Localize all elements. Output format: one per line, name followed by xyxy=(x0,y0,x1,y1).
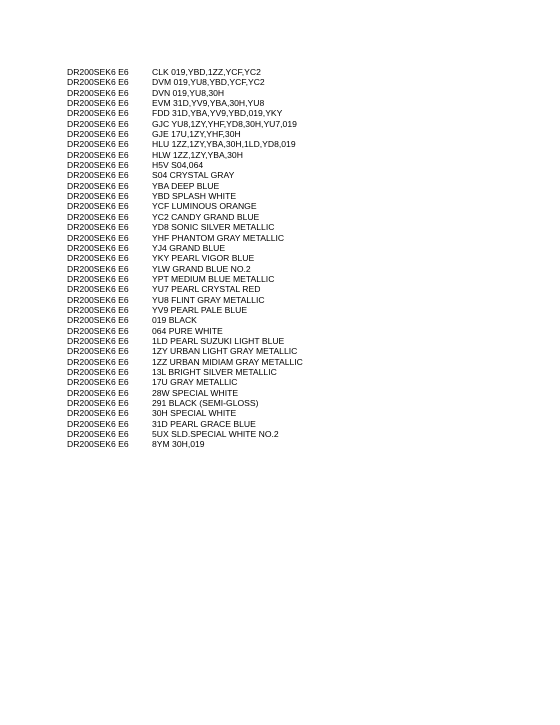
model-code: DR200SEK6 E6 xyxy=(67,284,129,295)
model-code: DR200SEK6 E6 xyxy=(67,315,129,326)
model-code: DR200SEK6 E6 xyxy=(67,294,129,305)
model-code: DR200SEK6 E6 xyxy=(67,356,129,367)
list-item xyxy=(67,346,303,356)
color-description: 30H SPECIAL WHITE xyxy=(152,408,237,419)
color-description: GJC YU8,1ZY,YHF,YD8,30H,YU7,019 xyxy=(152,118,297,129)
model-code: DR200SEK6 E6 xyxy=(67,149,129,160)
list-item xyxy=(67,160,303,170)
color-description: YLW GRAND BLUE NO.2 xyxy=(152,263,251,274)
model-code: DR200SEK6 E6 xyxy=(67,108,129,119)
list-item xyxy=(67,233,303,243)
model-code: DR200SEK6 E6 xyxy=(67,439,129,450)
list-item xyxy=(67,139,303,149)
list-item xyxy=(67,398,303,408)
list-item xyxy=(67,367,303,377)
color-description: 019 BLACK xyxy=(152,315,197,326)
color-description: 28W SPECIAL WHITE xyxy=(152,387,239,398)
list-item xyxy=(67,88,303,98)
list-item xyxy=(67,222,303,232)
list-item xyxy=(67,77,303,87)
color-description: 1ZY URBAN LIGHT GRAY METALLIC xyxy=(152,346,298,357)
color-description: YU8 FLINT GRAY METALLIC xyxy=(152,294,265,305)
color-description: DVN 019,YU8,30H xyxy=(152,87,225,98)
color-description: FDD 31D,YBA,YV9,YBD,019,YKY xyxy=(152,108,283,119)
list-item xyxy=(67,388,303,398)
color-description: YU7 PEARL CRYSTAL RED xyxy=(152,284,261,295)
color-description: EVM 31D,YV9,YBA,30H,YU8 xyxy=(152,98,265,109)
list-item xyxy=(67,315,303,325)
list-item xyxy=(67,274,303,284)
model-code: DR200SEK6 E6 xyxy=(67,77,129,88)
list-item xyxy=(67,67,303,77)
model-code: DR200SEK6 E6 xyxy=(67,67,129,77)
color-description: YKY PEARL VIGOR BLUE xyxy=(152,253,255,264)
model-code: DR200SEK6 E6 xyxy=(67,377,129,388)
model-code: DR200SEK6 E6 xyxy=(67,418,129,429)
model-code: DR200SEK6 E6 xyxy=(67,304,129,315)
model-code: DR200SEK6 E6 xyxy=(67,118,129,129)
color-description: 13L BRIGHT SILVER METALLIC xyxy=(152,366,277,377)
model-code: DR200SEK6 E6 xyxy=(67,87,129,98)
color-description: YBA DEEP BLUE xyxy=(152,180,220,191)
model-code: DR200SEK6 E6 xyxy=(67,139,129,150)
color-description: S04 CRYSTAL GRAY xyxy=(152,170,235,181)
model-code: DR200SEK6 E6 xyxy=(67,387,129,398)
color-description: YD8 SONIC SILVER METALLIC xyxy=(152,222,275,233)
model-code: DR200SEK6 E6 xyxy=(67,335,129,346)
list-item xyxy=(67,429,303,439)
model-code: DR200SEK6 E6 xyxy=(67,429,129,440)
color-description: 1LD PEARL SUZUKI LIGHT BLUE xyxy=(152,335,285,346)
model-code: DR200SEK6 E6 xyxy=(67,191,129,202)
model-code: DR200SEK6 E6 xyxy=(67,366,129,377)
color-description: 291 BLACK (SEMI-GLOSS) xyxy=(152,398,259,408)
color-description: 8YM 30H,019 xyxy=(152,439,205,450)
list-item xyxy=(67,305,303,315)
list-item xyxy=(67,98,303,108)
color-description: 31D PEARL GRACE BLUE xyxy=(152,418,256,429)
color-description: GJE 17U,1ZY,YHF,30H xyxy=(152,129,241,140)
color-description: YHF PHANTOM GRAY METALLIC xyxy=(152,232,285,243)
list-item xyxy=(67,181,303,191)
model-code: DR200SEK6 E6 xyxy=(67,253,129,264)
list-item xyxy=(67,108,303,118)
model-code: DR200SEK6 E6 xyxy=(67,273,129,284)
color-description: DVM 019,YU8,YBD,YCF,YC2 xyxy=(152,77,265,88)
list-item xyxy=(67,150,303,160)
list-item xyxy=(67,243,303,253)
list-item xyxy=(67,336,303,346)
list-item xyxy=(67,129,303,139)
list-item xyxy=(67,439,303,449)
list-item xyxy=(67,253,303,263)
list-item xyxy=(67,408,303,418)
list-item xyxy=(67,201,303,211)
color-description: 17U GRAY METALLIC xyxy=(152,377,238,388)
color-description: YCF LUMINOUS ORANGE xyxy=(152,201,257,212)
model-code: DR200SEK6 E6 xyxy=(67,211,129,222)
model-code: DR200SEK6 E6 xyxy=(67,129,129,140)
color-description: 1ZZ URBAN MIDIAM GRAY METALLIC xyxy=(152,356,303,367)
color-description: YPT MEDIUM BLUE METALLIC xyxy=(152,273,275,284)
color-description: 064 PURE WHITE xyxy=(152,325,223,336)
color-description: YBD SPLASH WHITE xyxy=(152,191,237,202)
model-code: DR200SEK6 E6 xyxy=(67,201,129,212)
color-description: H5V S04,064 xyxy=(152,160,204,171)
model-code: DR200SEK6 E6 xyxy=(67,346,129,357)
list-item xyxy=(67,212,303,222)
model-code: DR200SEK6 E6 xyxy=(67,325,129,336)
model-code: DR200SEK6 E6 xyxy=(67,170,129,181)
model-code: DR200SEK6 E6 xyxy=(67,242,129,253)
color-description: HLW 1ZZ,1ZY,YBA,30H xyxy=(152,149,243,160)
model-code: DR200SEK6 E6 xyxy=(67,160,129,171)
model-code: DR200SEK6 E6 xyxy=(67,180,129,191)
color-description: HLU 1ZZ,1ZY,YBA,30H,1LD,YD8,019 xyxy=(152,139,296,150)
model-code: DR200SEK6 E6 xyxy=(67,263,129,274)
model-code: DR200SEK6 E6 xyxy=(67,222,129,233)
list-item xyxy=(67,191,303,201)
list-item xyxy=(67,264,303,274)
model-code: DR200SEK6 E6 xyxy=(67,408,129,419)
color-description: YC2 CANDY GRAND BLUE xyxy=(152,211,260,222)
color-description: 5UX SLD.SPECIAL WHITE NO.2 xyxy=(152,429,279,440)
model-code: DR200SEK6 E6 xyxy=(67,398,129,408)
color-code-list xyxy=(67,67,303,450)
list-item xyxy=(67,295,303,305)
list-item xyxy=(67,119,303,129)
color-description: YJ4 GRAND BLUE xyxy=(152,242,226,253)
list-item xyxy=(67,284,303,294)
list-item xyxy=(67,377,303,387)
list-item xyxy=(67,326,303,336)
color-description: YV9 PEARL PALE BLUE xyxy=(152,304,248,315)
list-item xyxy=(67,419,303,429)
list-item xyxy=(67,357,303,367)
model-code: DR200SEK6 E6 xyxy=(67,232,129,243)
list-item xyxy=(67,170,303,180)
model-code: DR200SEK6 E6 xyxy=(67,98,129,109)
color-description: CLK 019,YBD,1ZZ,YCF,YC2 xyxy=(152,67,261,77)
